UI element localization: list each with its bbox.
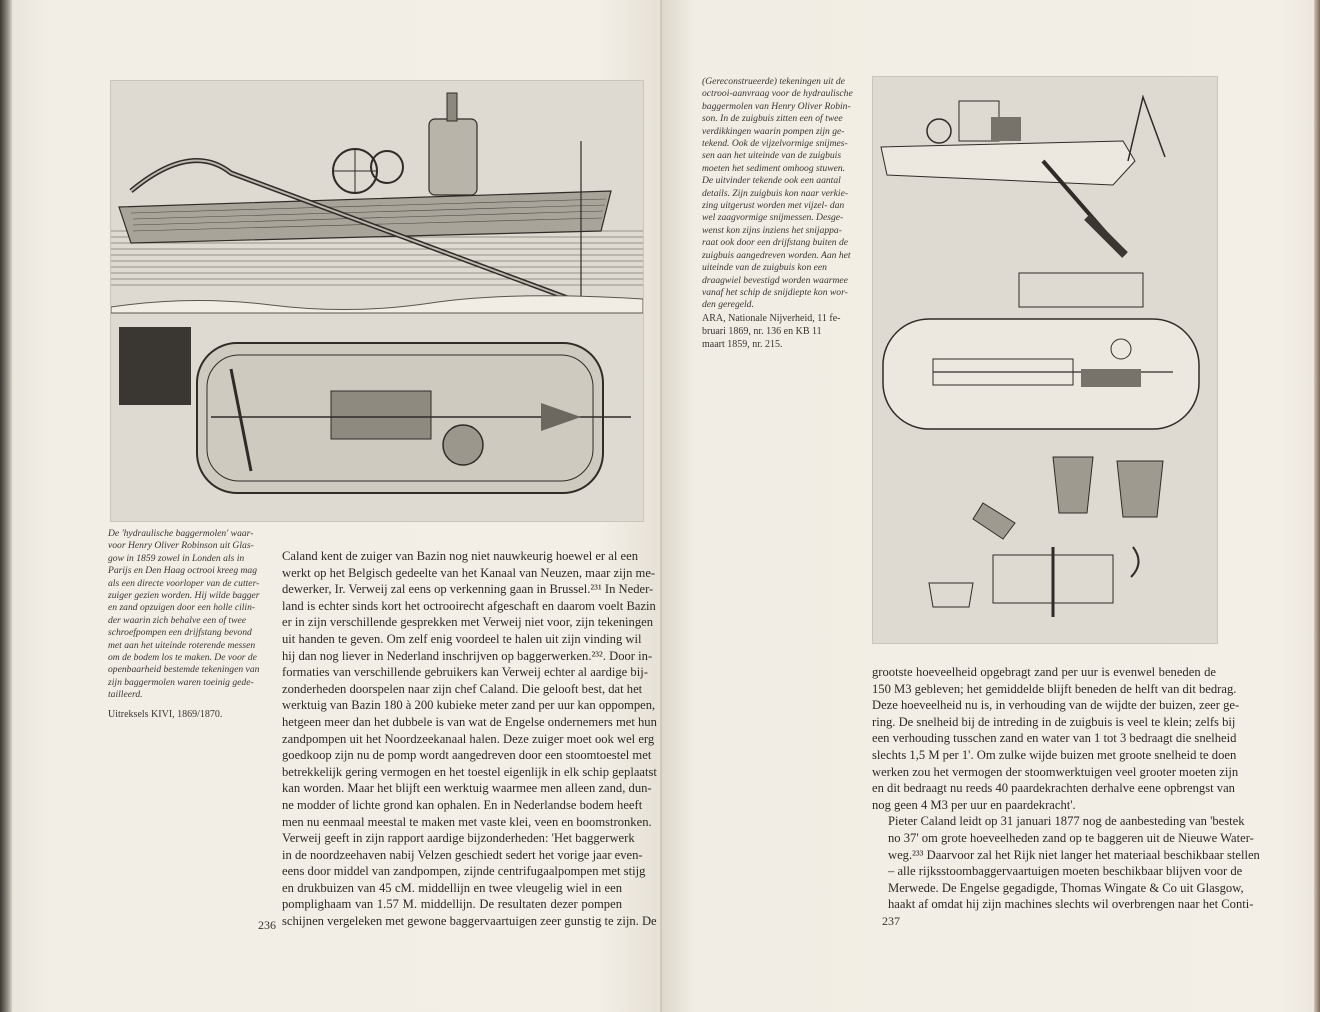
body-line: zonderheden doorspelen naar zijn chef Caland. Die gelooft best, dat het [282,681,643,696]
body-line: ring. De snelheid bij de intreding in de zuigbuis is veel te klein; zelfs bij [872,714,1236,729]
body-line: pomplighaam van 1.57 M. middellijn. De resultaten dezer pompen [282,897,622,912]
page-number-left: 236 [258,918,276,932]
left-figure-caption: De 'hydraulische baggermolen' waar- voor Henry Oliver Robinson uit Glas- gow in 1859 zowel in Londen als in Parijs en Den Haag octrooi kreeg mag als een directe voorloper van de cutter- zuiger gezien worden. Hij wilde bagger en zand opzuigen door een holle cilin- der waarin zich behalve een of twee schroefpompen een drijfstang bevond met aan het uiteinde roterende messen om de bodem los te maken. De voor de openbaarheid bestemde tekeningen van zijn baggermolen waren toeinig gede- tailleerd. [108,528,260,701]
body-line: hij dan nog liever in Nederland inschrijven op baggerwerken.²³². Door in- [282,648,653,663]
right-body-text [872,664,1260,913]
body-paragraph [266,548,657,830]
body-line: slechts 1,5 M per 1'. Om zulke wijde buizen met groote snelheid te doen [872,747,1237,762]
body-line: land is echter sinds kort het octrooirecht afgeschaft en daarom voelt Bazin [282,598,656,613]
body-line: goedkoop zijn nu de pomp wordt aangedreven door een stoomtoestel met [282,748,652,763]
body-line: 150 M3 gebleven; het gemiddelde blijft beneden de helft van dit bedrag. [872,681,1237,696]
right-figure-caption: (Gereconstrueerde) tekeningen uit de octrooi-aanvraag voor de hydraulische baggermolen van Henry Oliver Robin- son. In de zuigbuis zitten een of twee verdikkingen waarin pompen zijn ge- tekend. Ook de vijzelvormige snijmes- sen aan het uiteinde van de zuigbuis moeten het sediment omhoog stuwen. De uitvinder tekende ook een aantal details. Zijn zuigbuis kon naar verkie- zing uitgerust worden met vijzel- dan wel zaagvormige snijmessen. Desge- wenst kon zijns inziens het snijappa- raat ook door een drijfstang buiten de zuigbuis aangedreven worden. Aan het uiteinde van de zuigbuis kon een draagwiel bevestigd worden waarmee vanaf het schip de snijdiepte kon wor- den geregeld. [702,76,853,311]
body-line: zandpompen uit het Noordzeekanaal halen. Deze zuiger moet ook wel erg [282,731,655,746]
body-line: grootste hoeveelheid opgebragt zand per uur is evenwel beneden de [872,665,1216,679]
body-line: schijnen vergeleken met gewone baggervaartuigen zeer gunstig te zijn. De [282,914,657,929]
body-line: betrekkelijk gering vermogen en het toestel eigenlijk in elk schip geplaatst [282,764,657,779]
patent-drawings-illustration [873,77,1217,643]
patent-drawings-plate [872,76,1218,644]
right-figure-source: ARA, Nationale Nijverheid, 11 fe- bruari 1869, nr. 136 en KB 11 maart 1859, nr. 215. [702,313,841,350]
body-line: Caland kent de zuiger van Bazin nog niet nauwkeurig hoewel er al een [282,549,638,563]
body-line: werkt op het Belgisch gedeelte van het Kanaal van Neuzen, maar zijn me- [282,565,656,580]
body-line: weg.²³³ Daarvoor zal het Rijk niet langer het materiaal beschikbaar stellen [888,847,1260,862]
body-line: kan worden. Maar het blijft een werktuig waarmee men alleen zand, dun- [282,781,652,796]
book-edge-left [0,0,12,1012]
body-line: Deze hoeveelheid nu is, in verhouding van de wijdte der buizen, zeer ge- [872,698,1240,713]
body-line: Merwede. De Engelse gegadigde, Thomas Wingate & Co uit Glasgow, [888,880,1244,895]
left-page [12,0,662,1012]
body-line: ne modder of lichte grond kan ophalen. En in Nederlandse bodem heeft [282,797,643,812]
dredger-engraving-plate [110,80,644,522]
body-line: dewerker, Ir. Verweij zal eens op verkenning gaan in Brussel.²³¹ In Neder- [282,582,654,597]
body-line: nog geen 4 M3 per uur en paardekracht'. [872,797,1076,812]
body-line: Pieter Caland leidt op 31 januari 1877 nog de aanbesteding van 'bestek [888,814,1245,829]
left-figure-source: Uitreksels KIVI, 1869/1870. [108,709,223,720]
dredger-engraving-illustration [111,81,643,521]
body-line: in de noordzeehaven nabij Velzen geschiedt sedert het vorige jaar even- [282,847,643,862]
body-paragraph [266,830,657,930]
body-line: een verhouding tusschen zand en water van 1 tot 3 bedraagt die snelheid [872,731,1237,746]
left-body-text [266,548,657,930]
body-paragraph [872,664,1240,813]
body-line: en drukbuizen van 45 cM. middellijn en twee vleugelig wiel in een [282,880,622,895]
body-line: formaties van verschillende gebruikers kan Verweij echter al aardige bij- [282,665,648,680]
body-line: er in zijn verschillende gesprekken met Verweij niet voor, zijn tekeningen [282,615,654,630]
body-line: uit handen te geven. Om zelf enig voordeel te halen uit zijn vinding wil [282,631,642,646]
body-line: men nu eenmaal meestal te maken met vaste klei, veen en boomstronken. [282,814,652,829]
book-edge-right [1314,0,1320,1012]
body-line: en dit bedraagt nu reeds 40 paardekrachten derhalve eene opbrengst van [872,781,1235,796]
body-line: eens door middel van zandpompen, zijnde centrifugaalpompen met stijg [282,864,646,879]
body-line: werken zou het vermogen der stoomwerktuigen veel grooter moeten zijn [872,764,1239,779]
body-paragraph [872,813,1260,913]
page-number-right: 237 [882,914,900,928]
body-line: – alle rijksstoombaggervaartuigen moeten beschikbaar blijven voor de [888,864,1243,879]
right-page [662,0,1316,1012]
body-line: no 37' om grote hoeveelheden zand op te baggeren uit de Nieuwe Water- [888,830,1254,845]
body-line: werktuig van Bazin 180 à 200 kubieke meter zand per uur kan oppompen, [282,698,656,713]
body-line: haakt af omdat hij zijn machines slechts wil overbrengen naar het Conti- [888,897,1254,912]
body-line: hetgeen meer dan het dubbele is van wat de Engelse ondernemers met hun [282,714,657,729]
body-line: Verweij geeft in zijn rapport aardige bijzonderheden: 'Het baggerwerk [282,831,635,846]
